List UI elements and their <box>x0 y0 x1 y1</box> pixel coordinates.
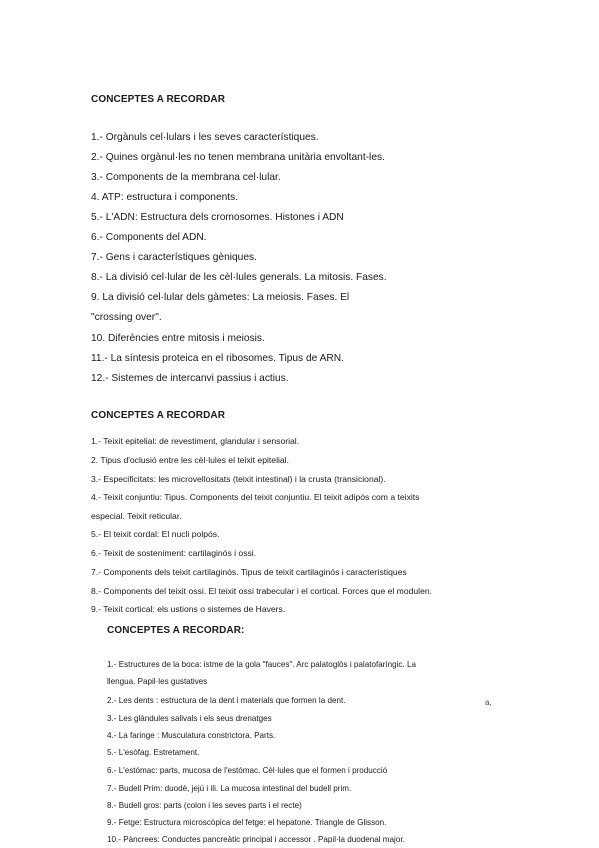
section-2-heading: CONCEPTES A RECORDAR <box>91 410 226 421</box>
list-item: 6.- Components del ADN. <box>91 232 207 243</box>
list-item: 3.- Components de la membrana cel·lular. <box>91 172 281 183</box>
list-item: 2.- Quines orgànul·les no tenen membrana unitària envoltant-les. <box>91 152 385 163</box>
list-item: 1.- Teixit epitelial: de revestiment, glandular i sensorial. <box>91 436 300 446</box>
list-item: 10.- Pàncrees: Conductes pancreàtic principal i accessor . Papil·la duodenal major. <box>107 835 405 844</box>
list-item: 7.- Components dels teixit cartilaginós. Tipus de teixit cartilaginós i característiques <box>91 567 407 577</box>
list-item: "crossing over". <box>91 312 162 323</box>
list-item: 1.- Orgànuls cel·lulars i les seves característiques. <box>91 132 319 143</box>
list-item: 3.- Les glàndules salivals i els seus drenatges <box>107 714 272 723</box>
list-item: especial. Teixit reticular. <box>91 511 182 521</box>
section-1-heading: CONCEPTES A RECORDAR <box>91 94 226 105</box>
list-item: 10. Diferències entre mitosis i meiosis. <box>91 333 265 344</box>
list-item: 4.- La faringe : Musculatura constrictora. Parts. <box>107 731 276 740</box>
list-item: 9. La divisió cel·lular dels gàmetes: La meiosis. Fases. El <box>91 292 350 303</box>
list-item: 12.- Sistemes de intercanvi passius i actius. <box>91 373 289 384</box>
list-item: 2.- Les dents : estructura de la dent i materials que formen la dent. <box>107 696 346 705</box>
list-item: 7.- Gens i característiques gèniques. <box>91 252 257 263</box>
list-item: 6.- L'estómac: parts, mucosa de l'estómac. Cèl·lules que el formen i producció <box>107 766 388 775</box>
list-item: 6.- Teixit de sosteniment: cartilaginós i ossi. <box>91 548 257 558</box>
list-item: 5.- L'ADN: Estructura dels cromosomes. Histones i ADN <box>91 212 344 223</box>
list-item: 8.- La divisió cel·lular de les cèl·lules generals. La mitosis. Fases. <box>91 272 387 283</box>
list-item: 3.- Especificitats: les microvellositats (teixit intestinal) i la crusta (transicional). <box>91 474 386 484</box>
list-item: 4.- Teixit conjuntiu: Tipus. Components del teixit conjuntiu. El teixit adipós com a teixits <box>91 492 420 502</box>
list-item: 4. ATP: estructura i components. <box>91 192 239 203</box>
list-item: 5.- El teixit cordal: El nucli polpós. <box>91 529 220 539</box>
list-item: 8.- Components del teixit ossi. El teixit ossi trabecular i el cortical. Forces que el modulen. <box>91 586 433 596</box>
list-item: 7.- Budell Prim: duodè, jejú i ili. La mucosa intestinal del budell prim. <box>107 784 352 793</box>
section-3-heading: CONCEPTES A RECORDAR: <box>107 625 245 636</box>
list-item: 5.- L'esòfag. Estretament. <box>107 748 200 757</box>
list-item: llengua. Papil·les gustatives <box>107 677 208 686</box>
stray-mark: a, <box>485 698 492 707</box>
list-item: 8.- Budell gros: parts (colon i les seves parts i el recte) <box>107 801 302 810</box>
list-item: 2. Tipus d'oclusió entre les cèl·lules el teixit epitelial. <box>91 455 289 465</box>
list-item: 11.- La síntesis proteica en el ribosomes. Tipus de ARN. <box>91 353 344 364</box>
list-item: 1.- Estructures de la boca: istme de la gola "fauces". Arc palatoglòs i palatofaríngic. La <box>107 660 416 669</box>
list-item: 9.- Teixit cortical: els ustions o sistemes de Havers. <box>91 604 286 614</box>
list-item: 9.- Fetge: Estructura microscòpica del fetge: el hepatone. Triangle de Glisson. <box>107 818 387 827</box>
